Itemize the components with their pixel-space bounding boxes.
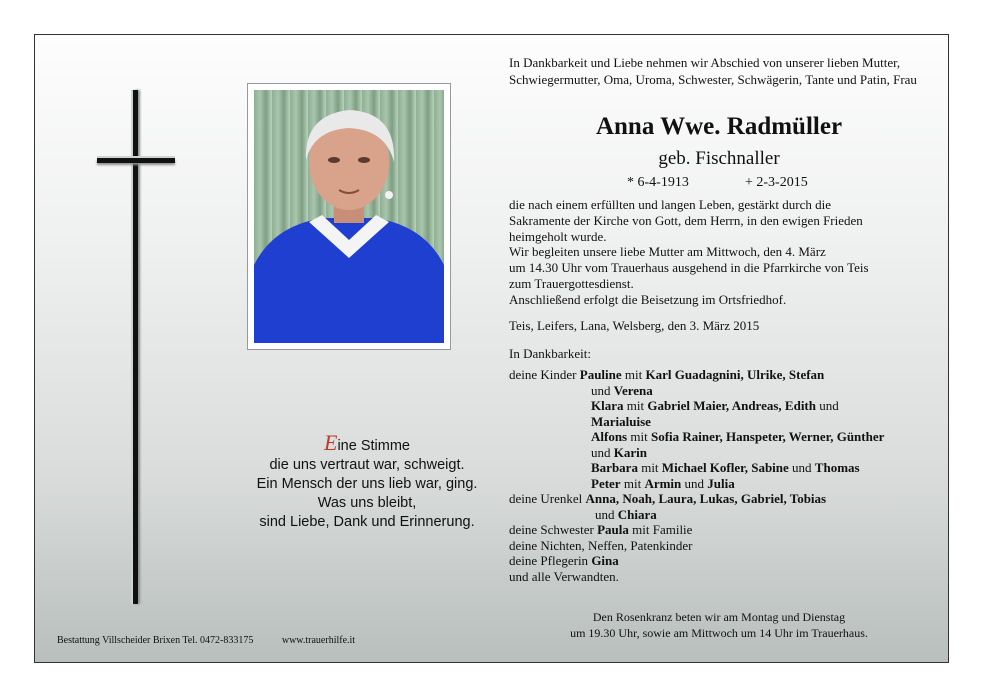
portrait-illustration	[254, 90, 444, 343]
family-name: Gabriel Maier, Andreas, Edith	[647, 398, 816, 413]
family-name: Barbara	[591, 460, 638, 475]
portrait-frame	[247, 83, 451, 350]
family-row	[509, 383, 939, 399]
family-connector: und	[684, 475, 705, 491]
website-link[interactable]: www.trauerhilfe.it	[281, 635, 356, 646]
family-name: Sofia Rainer, Hanspeter, Werner, Günther	[650, 429, 885, 444]
deceased-name: Anna Wwe. Radmüller	[595, 113, 843, 140]
rosary-line: Den Rosenkranz beten wir am Montag und Dienstag	[592, 610, 846, 624]
family-prefix: deine Schwester	[509, 522, 594, 537]
body-line: heimgeholt wurde.	[509, 228, 607, 244]
portrait-photo	[254, 90, 444, 343]
family-connector: mit	[623, 475, 642, 491]
poem-line: sind Liebe, Dank und Erinnerung.	[259, 514, 475, 530]
family-name: Chiara	[617, 506, 657, 522]
family-name: Paula	[597, 522, 629, 537]
family-row: und alle Verwandten.	[509, 568, 619, 584]
family-connector: und	[591, 444, 611, 460]
poem-line: Ein Mensch der uns lieb war, ging.	[256, 476, 478, 492]
family-row	[509, 414, 939, 430]
family-row	[509, 553, 939, 569]
family-connector: und	[591, 382, 611, 398]
body-line: Anschließend erfolgt die Beisetzung im Ortsfriedhof.	[509, 291, 787, 307]
family-name: Alfons	[591, 429, 628, 444]
family-row	[509, 398, 939, 414]
family-prefix: deine Urenkel	[509, 491, 583, 506]
announcement-body	[509, 197, 934, 308]
family-row	[509, 522, 939, 538]
family-connector: mit	[641, 460, 659, 475]
family-connector: mit	[630, 429, 648, 444]
family-name: Karl Guadagnini, Ulrike, Stefan	[645, 367, 825, 382]
body-line: um 14.30 Uhr vom Trauerhaus ausgehend in die Pfarrkirche von Teis	[509, 260, 869, 276]
family-row	[509, 460, 939, 476]
poem-line: die uns vertraut war, schweigt.	[269, 457, 465, 473]
maiden-name: geb. Fischnaller	[658, 148, 780, 169]
thanks-heading: In Dankbarkeit:	[509, 346, 591, 361]
footer	[57, 635, 355, 646]
family-row	[509, 507, 939, 523]
intro-text: In Dankbarkeit und Liebe nehmen wir Abschied von unserer lieben Mutter, Schwiegermutter, Oma, Uroma, Schwester, Schwägerin, Tante und Patin, Frau	[509, 55, 917, 87]
family-name: Thomas	[814, 460, 860, 475]
family-connector: mit Familie	[632, 522, 693, 537]
cross-horizontal-beam	[97, 158, 175, 163]
death-date: + 2-3-2015	[745, 175, 808, 190]
obituary-card	[34, 34, 949, 663]
family-connector: mit	[626, 398, 645, 413]
family-name: Marialuise	[591, 413, 651, 429]
place-date: Teis, Leifers, Lana, Welsberg, den 3. März 2015	[509, 318, 760, 333]
family-name: Karin	[613, 444, 647, 460]
body-line: Sakramente der Kirche von Gott, dem Herrn, in den ewigen Frieden	[509, 212, 863, 228]
family-prefix: deine Kinder	[509, 367, 577, 382]
family-name: Verena	[613, 382, 653, 398]
family-name: Gina	[591, 553, 619, 568]
memorial-poem	[207, 430, 527, 532]
family-row: deine Nichten, Neffen, Patenkinder	[509, 537, 693, 553]
rosary-line: um 19.30 Uhr, sowie am Mittwoch um 14 Uhr im Trauerhaus.	[570, 626, 868, 640]
family-connector: mit	[624, 367, 643, 382]
family-list	[509, 367, 939, 584]
undertaker-info: Bestattung Villscheider Brixen Tel. 0472-833175	[57, 635, 254, 646]
family-connector: und	[792, 460, 812, 475]
family-row	[509, 476, 939, 492]
poem-line: ine Stimme	[337, 438, 410, 454]
family-row	[509, 367, 939, 383]
family-row	[509, 445, 939, 461]
body-line: zum Trauergottesdienst.	[509, 275, 634, 291]
family-name: Klara	[591, 398, 624, 413]
family-connector: und	[819, 398, 839, 413]
family-name: Michael Kofler, Sabine	[661, 460, 789, 475]
family-prefix: deine Pflegerin	[509, 553, 589, 568]
family-name: Pauline	[579, 367, 622, 382]
poem-initial: E	[324, 430, 338, 455]
body-line: Wir begleiten unsere liebe Mutter am Mittwoch, den 4. März	[509, 244, 826, 260]
rosary-notice	[509, 609, 929, 641]
family-row	[509, 491, 939, 507]
birth-date: * 6-4-1913	[627, 175, 689, 190]
family-name: Julia	[707, 475, 735, 491]
family-connector: und	[595, 506, 615, 522]
family-name: Peter	[591, 475, 621, 491]
family-name: Armin	[644, 475, 682, 491]
poem-line: Was uns bleibt,	[317, 495, 417, 511]
cross-vertical-beam	[133, 90, 138, 604]
family-row	[509, 429, 939, 445]
family-name: Anna, Noah, Laura, Lukas, Gabriel, Tobias	[585, 491, 827, 506]
body-line: die nach einem erfüllten und langen Leben, gestärkt durch die	[509, 197, 831, 212]
